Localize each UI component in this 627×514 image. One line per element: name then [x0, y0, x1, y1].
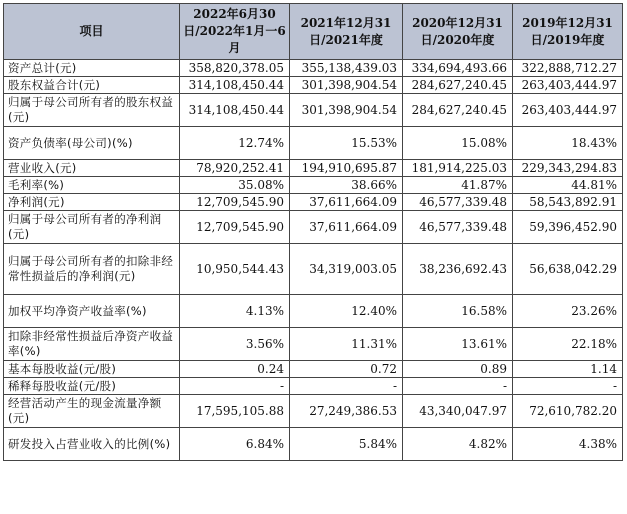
cell-value: 3.56% — [180, 328, 290, 361]
row-label: 归属于母公司所有者的股东权益(元) — [4, 94, 180, 127]
cell-value: 355,138,439.03 — [290, 60, 403, 77]
row-label: 研发投入占营业收入的比例(%) — [4, 428, 180, 461]
cell-value: 22.18% — [513, 328, 623, 361]
cell-value: 44.81% — [513, 177, 623, 194]
table-row — [4, 211, 623, 244]
cell-value: 12.40% — [290, 295, 403, 328]
cell-value: 0.72 — [290, 361, 403, 378]
cell-value: 4.13% — [180, 295, 290, 328]
cell-value: 12,709,545.90 — [180, 211, 290, 244]
row-label: 营业收入(元) — [4, 160, 180, 177]
header-2022h1: 2022年6月30日/2022年1月一6月 — [180, 4, 290, 60]
row-label: 扣除非经常性损益后净资产收益率(%) — [4, 328, 180, 361]
row-label: 经营活动产生的现金流量净额(元) — [4, 395, 180, 428]
cell-value: 43,340,047.97 — [403, 395, 513, 428]
cell-value: 301,398,904.54 — [290, 94, 403, 127]
cell-value: 15.53% — [290, 127, 403, 160]
table-row — [4, 127, 623, 160]
row-label: 稀释每股收益(元/股) — [4, 378, 180, 395]
cell-value: 23.26% — [513, 295, 623, 328]
table-row — [4, 177, 623, 194]
table-row — [4, 428, 623, 461]
financial-table-container — [3, 3, 623, 461]
table-row — [4, 244, 623, 295]
cell-value: 46,577,339.48 — [403, 211, 513, 244]
cell-value: 1.14 — [513, 361, 623, 378]
cell-value: 263,403,444.97 — [513, 77, 623, 94]
cell-value: 334,694,493.66 — [403, 60, 513, 77]
cell-value: 5.84% — [290, 428, 403, 461]
cell-value: 0.89 — [403, 361, 513, 378]
cell-value: - — [403, 378, 513, 395]
row-label: 资产总计(元) — [4, 60, 180, 77]
row-label: 归属于母公司所有者的净利润(元) — [4, 211, 180, 244]
cell-value: 72,610,782.20 — [513, 395, 623, 428]
cell-value: 301,398,904.54 — [290, 77, 403, 94]
cell-value: 37,611,664.09 — [290, 194, 403, 211]
cell-value: - — [180, 378, 290, 395]
table-row — [4, 77, 623, 94]
cell-value: 314,108,450.44 — [180, 94, 290, 127]
cell-value: 11.31% — [290, 328, 403, 361]
cell-value: 194,910,695.87 — [290, 160, 403, 177]
cell-value: 229,343,294.83 — [513, 160, 623, 177]
cell-value: 18.43% — [513, 127, 623, 160]
cell-value: 46,577,339.48 — [403, 194, 513, 211]
table-row — [4, 94, 623, 127]
cell-value: 37,611,664.09 — [290, 211, 403, 244]
cell-value: 358,820,378.05 — [180, 60, 290, 77]
header-2021: 2021年12月31日/2021年度 — [290, 4, 403, 60]
cell-value: 4.38% — [513, 428, 623, 461]
table-row — [4, 194, 623, 211]
cell-value: 38,236,692.43 — [403, 244, 513, 295]
cell-value: 16.58% — [403, 295, 513, 328]
cell-value: 41.87% — [403, 177, 513, 194]
cell-value: 59,396,452.90 — [513, 211, 623, 244]
table-header-row — [4, 4, 623, 60]
cell-value: 78,920,252.41 — [180, 160, 290, 177]
cell-value: 322,888,712.27 — [513, 60, 623, 77]
cell-value: 0.24 — [180, 361, 290, 378]
cell-value: - — [290, 378, 403, 395]
cell-value: 263,403,444.97 — [513, 94, 623, 127]
cell-value: 38.66% — [290, 177, 403, 194]
cell-value: 4.82% — [403, 428, 513, 461]
row-label: 加权平均净资产收益率(%) — [4, 295, 180, 328]
cell-value: 284,627,240.45 — [403, 94, 513, 127]
row-label: 净利润(元) — [4, 194, 180, 211]
cell-value: 27,249,386.53 — [290, 395, 403, 428]
cell-value: - — [513, 378, 623, 395]
cell-value: 10,950,544.43 — [180, 244, 290, 295]
cell-value: 6.84% — [180, 428, 290, 461]
table-row — [4, 160, 623, 177]
cell-value: 13.61% — [403, 328, 513, 361]
financial-indicators-table — [3, 3, 623, 461]
row-label: 归属于母公司所有者的扣除非经常性损益后的净利润(元) — [4, 244, 180, 295]
cell-value: 35.08% — [180, 177, 290, 194]
cell-value: 181,914,225.03 — [403, 160, 513, 177]
table-row — [4, 60, 623, 77]
row-label: 资产负债率(母公司)(%) — [4, 127, 180, 160]
header-2020: 2020年12月31日/2020年度 — [403, 4, 513, 60]
row-label: 股东权益合计(元) — [4, 77, 180, 94]
cell-value: 314,108,450.44 — [180, 77, 290, 94]
cell-value: 15.08% — [403, 127, 513, 160]
cell-value: 12.74% — [180, 127, 290, 160]
table-row — [4, 395, 623, 428]
table-row — [4, 361, 623, 378]
header-item: 项目 — [4, 4, 180, 60]
cell-value: 17,595,105.88 — [180, 395, 290, 428]
cell-value: 58,543,892.91 — [513, 194, 623, 211]
table-row — [4, 295, 623, 328]
table-row — [4, 328, 623, 361]
table-row — [4, 378, 623, 395]
cell-value: 56,638,042.29 — [513, 244, 623, 295]
cell-value: 284,627,240.45 — [403, 77, 513, 94]
header-2019: 2019年12月31日/2019年度 — [513, 4, 623, 60]
cell-value: 12,709,545.90 — [180, 194, 290, 211]
row-label: 基本每股收益(元/股) — [4, 361, 180, 378]
row-label: 毛利率(%) — [4, 177, 180, 194]
cell-value: 34,319,003.05 — [290, 244, 403, 295]
